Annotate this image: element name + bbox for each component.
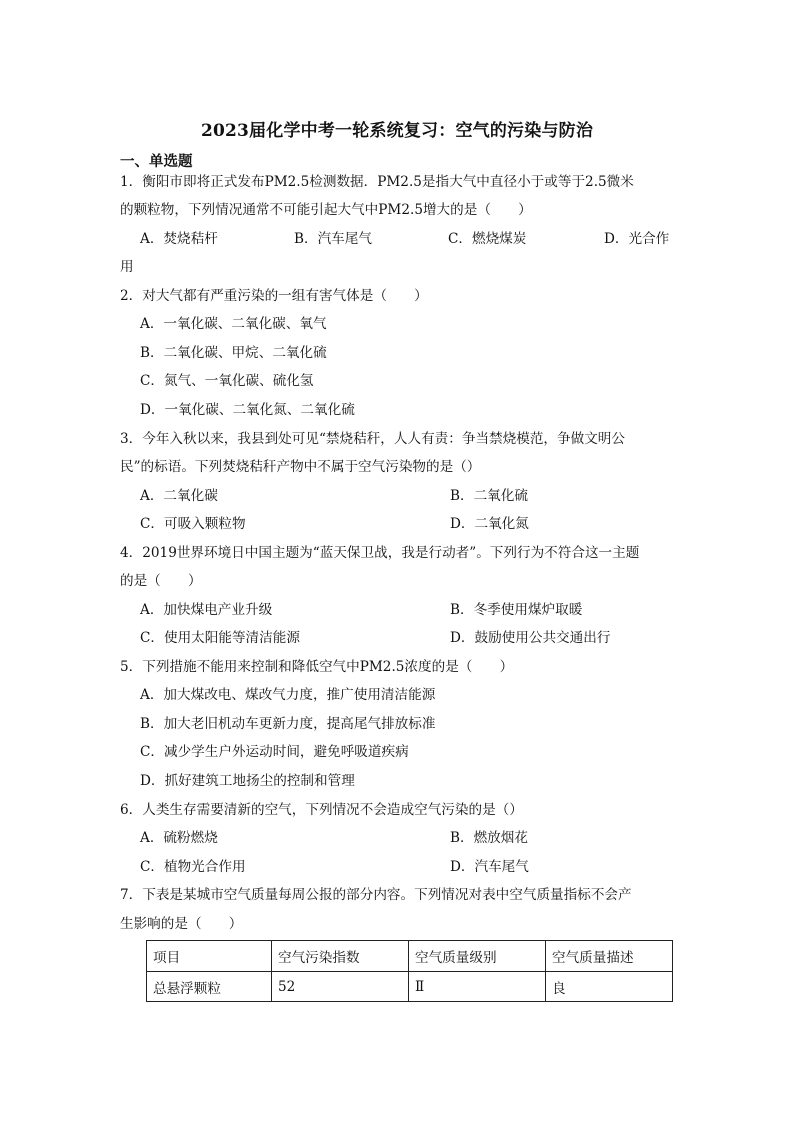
question-3-line-1: 3．今年入秋以来，我县到处可见“禁烧秸秆，人人有责：争当禁烧模范，争做文明公 — [120, 431, 625, 447]
question-3-option-b: B．二氧化硫 — [450, 488, 528, 504]
table-header-cell: 空气质量级别 — [409, 941, 546, 972]
question-5-option-d: D．抓好建筑工地扬尘的控制和管理 — [140, 773, 355, 789]
question-7-line-1: 7．下表是某城市空气质量每周公报的部分内容。下列情况对表中空气质量指标不会产 — [120, 887, 632, 903]
question-1-option-b: B．汽车尾气 — [294, 231, 372, 247]
question-2-option-c: C．氮气、一氧化碳、硫化氢 — [140, 373, 314, 389]
question-2-stem: 2．对大气都有严重污染的一组有害气体是（ ） — [120, 288, 428, 304]
question-1-option-c: C．燃烧煤炭 — [448, 231, 527, 247]
question-1-line-2: 的颗粒物，下列情况通常不可能引起大气中PM2.5增大的是（ ） — [120, 202, 532, 218]
question-3-line-2: 民”的标语。下列焚烧秸秆产物中不属于空气污染物的是（） — [120, 459, 481, 475]
question-6-option-a: A．硫粉燃烧 — [140, 830, 218, 846]
question-1-option-a: A．焚烧秸杆 — [140, 231, 218, 247]
section-heading: 一、单选题 — [120, 153, 193, 170]
question-5-stem: 5．下列措施不能用来控制和降低空气中PM2.5浓度的是（ ） — [120, 659, 514, 675]
table-header-row — [147, 941, 673, 972]
table-row — [147, 972, 673, 1002]
table-header-cell: 空气污染指数 — [272, 941, 409, 972]
question-1-option-d-wrap: 用 — [120, 259, 134, 275]
question-6-option-b: B．燃放烟花 — [450, 830, 528, 846]
table-cell: 总悬浮颗粒 — [147, 972, 272, 1002]
table-cell: Ⅱ — [409, 972, 546, 1002]
question-2-option-b: B．二氧化碳、甲烷、二氧化硫 — [140, 345, 327, 361]
question-2-option-a: A．一氧化碳、二氧化碳、氧气 — [140, 316, 327, 332]
question-5-option-b: B．加大老旧机动车更新力度，提高尾气排放标准 — [140, 716, 436, 732]
air-quality-table — [146, 940, 673, 1002]
question-6-option-d: D．汽车尾气 — [450, 859, 529, 875]
question-3-option-a: A．二氧化碳 — [140, 488, 218, 504]
question-7-line-2: 生影响的是（ ） — [120, 916, 243, 932]
question-5-option-c: C．减少学生户外运动时间，避免呼吸道疾病 — [140, 744, 409, 760]
question-4-option-b: B．冬季使用煤炉取暖 — [450, 602, 583, 618]
table-header-cell: 项目 — [147, 941, 272, 972]
question-1-line-1: 1．衡阳市即将正式发布PM2.5检测数据．PM2.5是指大气中直径小于或等于2.5微米 — [120, 174, 634, 190]
question-4-line-1: 4．2019世界环境日中国主题为“蓝天保卫战，我是行动者”。下列行为不符合这一主题 — [120, 545, 640, 561]
question-4-option-a: A．加快煤电产业升级 — [140, 602, 273, 618]
question-2-option-d: D．一氧化碳、二氧化氮、二氧化硫 — [140, 402, 355, 418]
page-title: 2023届化学中考一轮系统复习：空气的污染与防治 — [200, 121, 594, 141]
table-cell: 良 — [546, 972, 673, 1002]
question-4-option-d: D．鼓励使用公共交通出行 — [450, 630, 611, 646]
question-6-stem: 6．人类生存需要清新的空气，下列情况不会造成空气污染的是（） — [120, 802, 523, 818]
table-header-cell: 空气质量描述 — [546, 941, 673, 972]
question-4-line-2: 的是（ ） — [120, 573, 202, 589]
question-5-option-a: A．加大煤改电、煤改气力度，推广使用清洁能源 — [140, 687, 436, 703]
question-6-option-c: C．植物光合作用 — [140, 859, 246, 875]
question-4-option-c: C．使用太阳能等清洁能源 — [140, 630, 300, 646]
table-cell: 52 — [272, 972, 409, 1002]
question-1-option-d: D．光合作 — [604, 231, 670, 247]
question-3-option-d: D．二氧化氮 — [450, 516, 529, 532]
question-3-option-c: C．可吸入颗粒物 — [140, 516, 246, 532]
